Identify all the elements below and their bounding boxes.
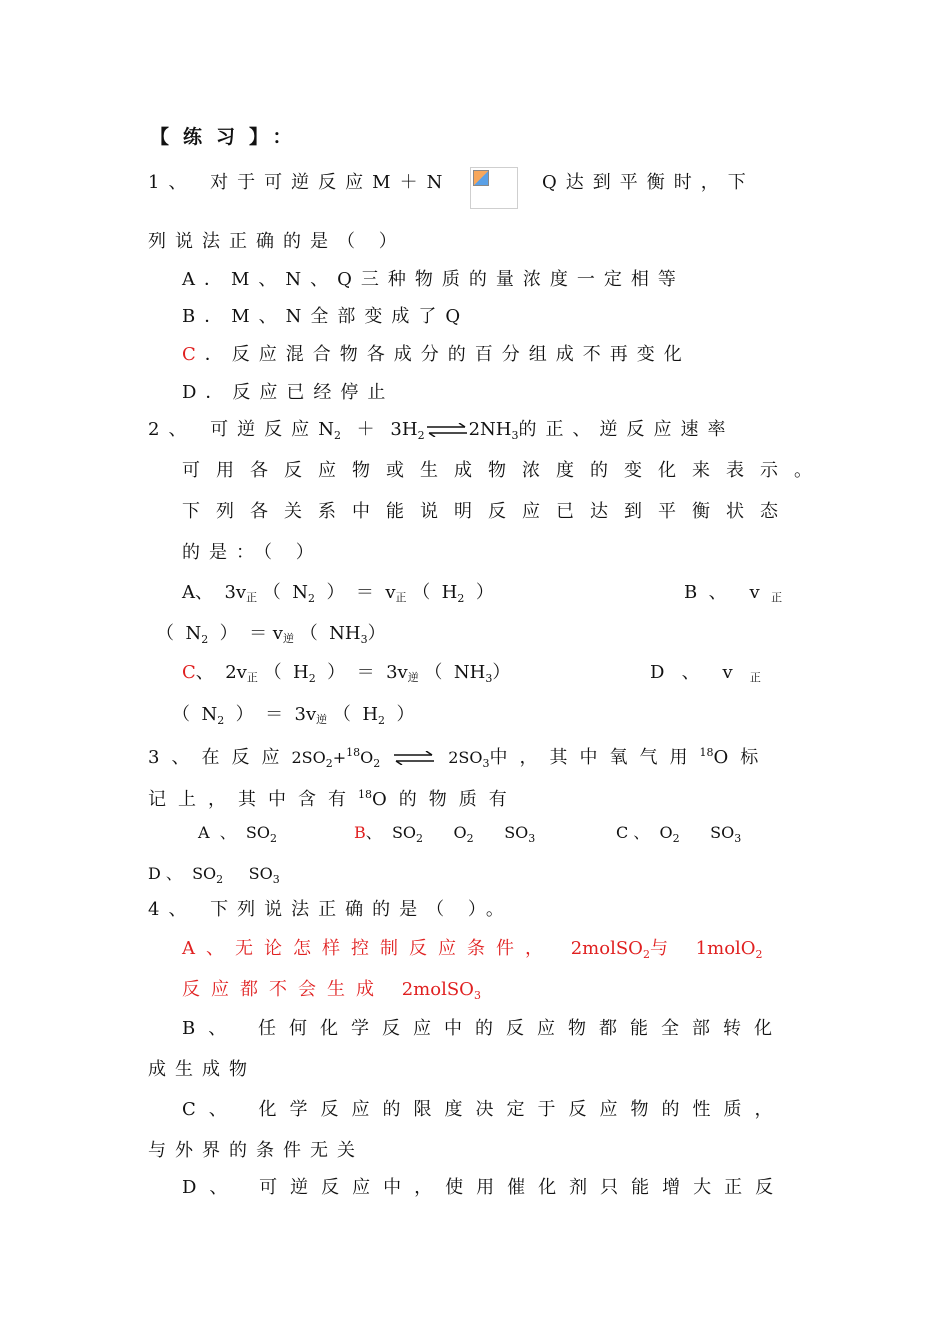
q3-line1: 3、在反应$2SO_2+^{18}O_2$ $2SO_3$中，其中氧气用$^{18}$O标 xyxy=(148,746,771,770)
q2-option-c: C、 2v正 （ $H_2$ ） ＝ 3v逆 （ $NH_3$） xyxy=(182,662,511,685)
q2-line1-pre: 2、 可逆反应 xyxy=(148,419,319,440)
equilibrium-arrow-image xyxy=(470,167,518,209)
q1-option-c xyxy=(182,344,691,366)
q1-option-b: B．M、N全部变成了Q xyxy=(182,306,470,327)
q4-option-a-line2: 反应都不会生成 2molSO$_3$ xyxy=(182,979,481,1002)
exercise-heading: 【练习】： xyxy=(150,126,306,148)
q1-option-c-text: ．反应混合物各成分的百分组成不再变化 xyxy=(204,344,691,365)
q1-option-c-letter: C xyxy=(182,344,205,365)
q1-option-d: D．反应已经停止 xyxy=(182,382,395,403)
q4-option-c-line1: C、 化学反应的限度决定于反应物的性质， xyxy=(182,1099,786,1120)
q1-option-a: A．M、N、Q三种物质的量浓度一定相等 xyxy=(182,269,685,290)
q2-line4: 的是：（ ） xyxy=(182,542,323,563)
q1-line1-pre: 1、 对于可逆反应M＋N xyxy=(148,172,452,193)
q2-line1: 2、 可逆反应$N_2 + 3H_2$ $2NH_3$的正、逆反应速率 xyxy=(148,419,735,442)
q4-option-b-line1: B、 任何化学反应中的反应物都能全部转化 xyxy=(182,1018,785,1039)
q3-option-b: B、 $SO_2$ $O_2$ $SO_3$ xyxy=(354,823,536,845)
q2-n2: N xyxy=(318,419,334,440)
q2-option-b-head: B 、 v 正 xyxy=(684,582,783,604)
q1-line2: 列说法正确的是（ ） xyxy=(148,231,406,252)
q2-line3: 下列各关系中能说明反应已达到平衡状态 xyxy=(182,501,794,522)
q4-option-d-line1: D、 可逆反应中，使用催化剂只能增大正反 xyxy=(182,1177,787,1198)
q3-equilibrium-arrow-icon xyxy=(392,751,436,765)
q1-line1-post: Q达到平衡时，下 xyxy=(542,172,755,193)
q2-option-d-head: D 、 v 正 xyxy=(650,662,761,684)
q4-line1: 4、 下列说法正确的是（ ）。 xyxy=(148,899,513,920)
q2-line2: 可用各反应物或生成物浓度的变化来表示。 xyxy=(182,460,828,481)
equilibrium-arrow-icon xyxy=(425,423,469,437)
q2-option-b-tail: （ $N_2$ ） ＝ v逆 （ $NH_3$） xyxy=(156,623,386,646)
q2-h2: 3H xyxy=(390,419,418,440)
q3-line2: 记上，其中含有$^{18}$O的物质有 xyxy=(148,788,519,810)
q2-option-a: A、 3v正 （ $N_2$ ） ＝ v正 （ $H_2$ ） xyxy=(182,582,494,605)
broken-image-icon xyxy=(473,170,489,186)
q2-nh3: 2NH xyxy=(468,419,512,440)
q4-option-a-line1: A、无论怎样控制反应条件， 2molSO$_2$与 1molO$_2$ xyxy=(182,938,763,961)
q1-line1 xyxy=(148,172,451,194)
q3-option-c: C 、 $O_2$ $SO_3$ xyxy=(616,823,742,845)
q3-options-row: A 、 $SO_2$ xyxy=(198,823,277,845)
q4-option-c-line2: 与外界的条件无关 xyxy=(148,1140,364,1161)
q3-option-d: D 、 $SO_2$ $SO_3$ xyxy=(148,864,280,886)
q2-plus: ＋ xyxy=(356,419,375,440)
q2-line1-post: 的正、逆反应速率 xyxy=(518,419,735,440)
q4-option-b-line2: 成生成物 xyxy=(148,1059,256,1080)
q2-option-d-tail: （ $N_2$ ） ＝ 3v逆 （ $H_2$ ） xyxy=(172,704,415,727)
